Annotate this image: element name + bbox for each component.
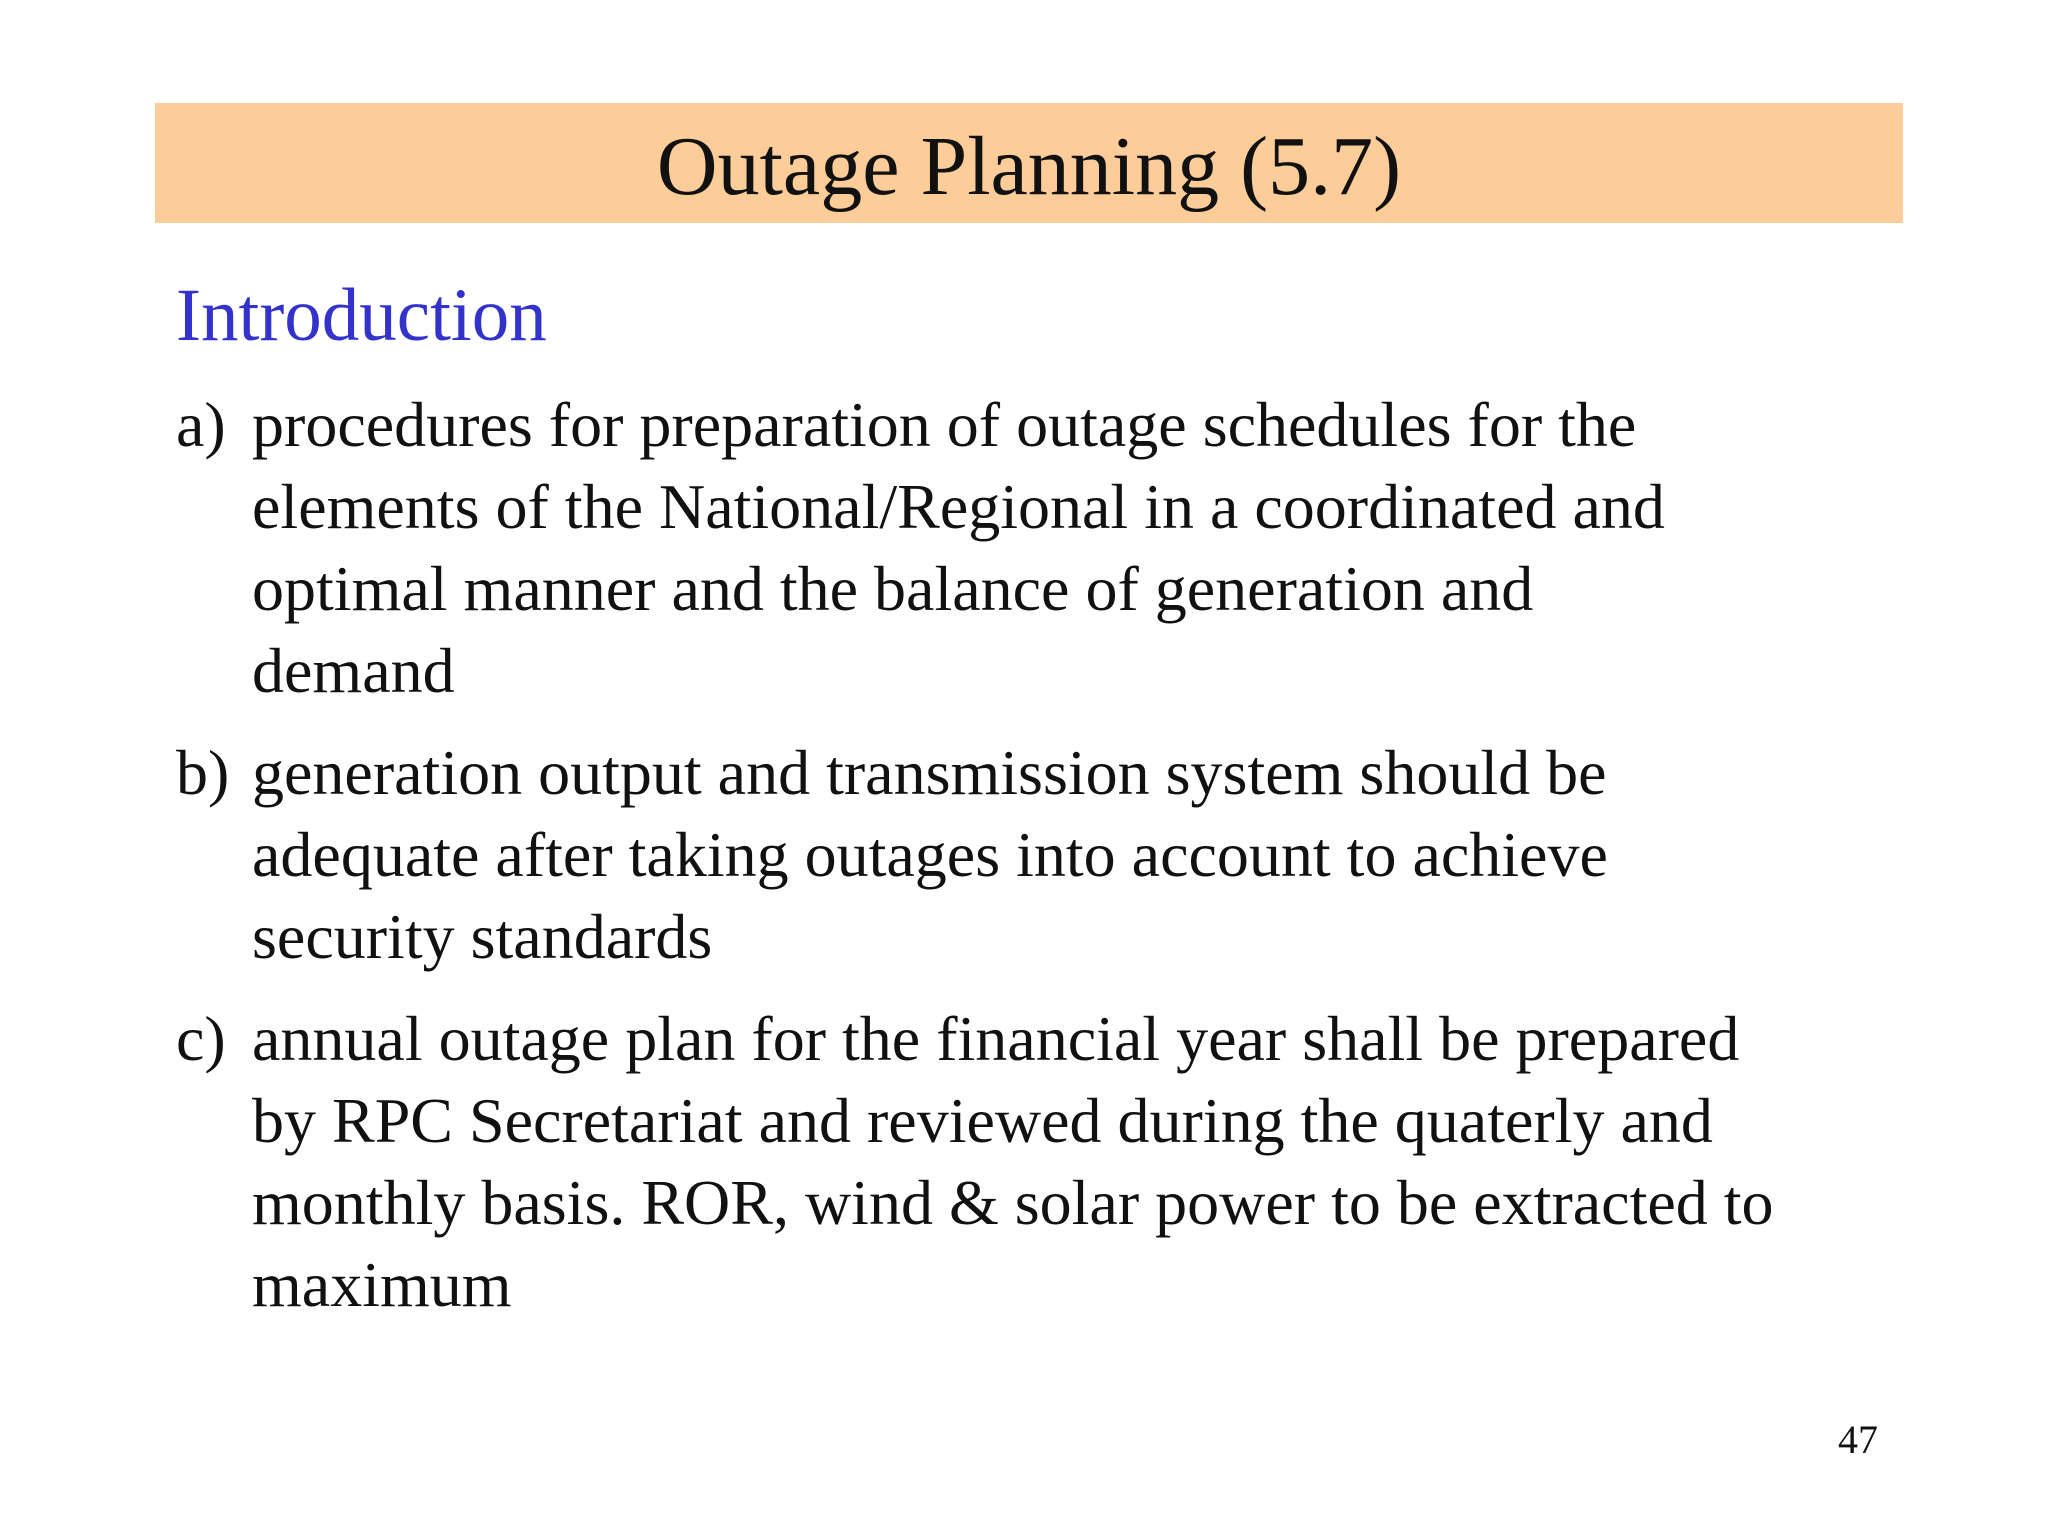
title-bar (155, 103, 1903, 223)
item-line: procedures for preparation of outage schedules for the (252, 389, 1637, 460)
item-line: optimal manner and the balance of generation and (252, 553, 1534, 624)
item-line: adequate after taking outages into account to achieve (252, 819, 1608, 890)
item-marker: b) (176, 737, 230, 808)
section-heading: Introduction (176, 274, 547, 357)
list-item-c (176, 998, 1916, 1326)
list-item-a (176, 384, 1916, 712)
item-text (252, 384, 1916, 712)
item-line: elements of the National/Regional in a coordinated and (252, 471, 1665, 542)
item-line: demand (252, 635, 455, 706)
item-line: security standards (252, 901, 713, 972)
item-line: by RPC Secretariat and reviewed during the quaterly and (252, 1085, 1713, 1156)
item-line: annual outage plan for the financial year shall be prepared (252, 1003, 1740, 1074)
item-text (252, 732, 1916, 978)
list-item-b (176, 732, 1916, 978)
item-marker: a) (176, 389, 226, 460)
item-text (252, 998, 1916, 1326)
item-line: monthly basis. ROR, wind & solar power to be extracted to (252, 1167, 1774, 1238)
item-line: maximum (252, 1249, 512, 1320)
item-line: generation output and transmission system should be (252, 737, 1607, 808)
item-marker: c) (176, 1003, 226, 1074)
slide-title: Outage Planning (5.7) (656, 120, 1402, 213)
page-number: 47 (1838, 1417, 1878, 1462)
item-list (176, 384, 1916, 1346)
